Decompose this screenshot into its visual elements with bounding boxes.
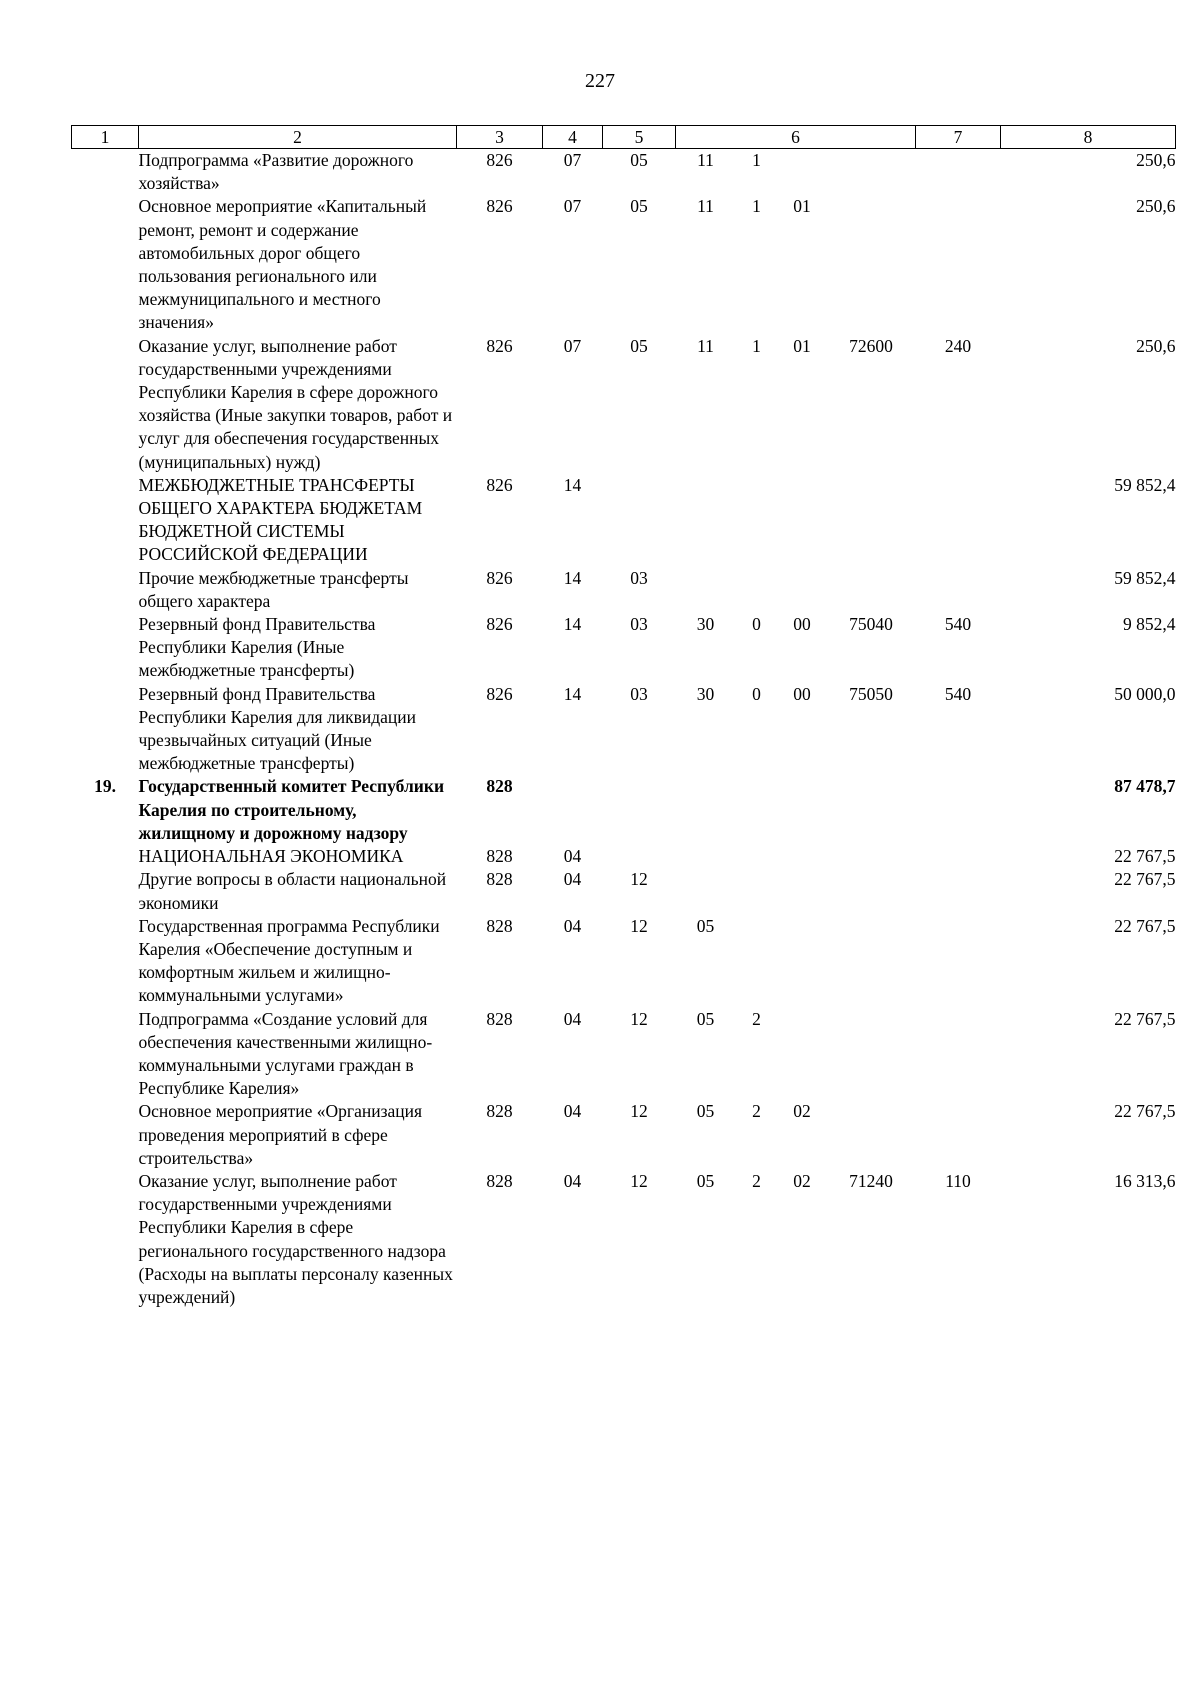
header-col-2: 2 xyxy=(139,126,457,149)
row-direction-code xyxy=(827,474,916,567)
row-number xyxy=(72,845,139,868)
row-expense-type xyxy=(916,567,1001,613)
row-number xyxy=(72,915,139,1008)
table-row xyxy=(72,683,1176,776)
row-number xyxy=(72,567,139,613)
row-program-code: 11 xyxy=(697,335,714,356)
row-expense-type xyxy=(916,1100,1001,1170)
row-amount: 59 852,4 xyxy=(1114,567,1176,588)
row-measure-code xyxy=(778,868,827,914)
row-direction-code xyxy=(827,915,916,1008)
row-section-code: 04 xyxy=(563,869,582,890)
row-subsection-code: 03 xyxy=(630,567,648,588)
row-amount: 87 478,7 xyxy=(1114,776,1176,797)
row-direction-code xyxy=(827,845,916,868)
row-ministry-code: 826 xyxy=(486,335,513,356)
table-row xyxy=(72,335,1176,474)
row-program-code: 11 xyxy=(697,196,714,217)
row-direction-code xyxy=(827,567,916,613)
row-subsection-code: 05 xyxy=(630,196,648,217)
row-name: Основное мероприятие «Капитальный ремонт, ремонт и содержание автомобильных дорог общего пользования регионального или межмуниципального и местного значения» xyxy=(138,196,427,333)
table-body xyxy=(72,149,1176,1310)
row-name: Подпрограмма «Развитие дорожного хозяйства» xyxy=(138,150,414,194)
row-amount: 22 767,5 xyxy=(1114,846,1176,867)
row-section-code: 04 xyxy=(563,846,582,867)
header-col-5: 5 xyxy=(603,126,676,149)
table-row xyxy=(72,775,1176,845)
row-measure-code: 01 xyxy=(793,335,811,356)
row-name: Резервный фонд Правительства Республики Карелия для ликвидации чрезвычайных ситуаций (Иные межбюджетные трансферты) xyxy=(138,683,416,774)
row-subprogram-code: 0 xyxy=(752,614,761,635)
row-subsection-code: 03 xyxy=(630,614,648,635)
row-section-code: 04 xyxy=(563,1008,582,1029)
row-measure-code: 02 xyxy=(793,1170,811,1191)
row-amount: 16 313,6 xyxy=(1114,1170,1176,1191)
row-measure-code: 02 xyxy=(793,1101,811,1122)
row-amount: 22 767,5 xyxy=(1114,1101,1176,1122)
row-measure-code xyxy=(778,775,827,845)
row-ministry-code: 828 xyxy=(486,1170,513,1191)
row-measure-code xyxy=(778,915,827,1008)
row-expense-type xyxy=(916,474,1001,567)
row-subprogram-code: 1 xyxy=(752,196,761,217)
row-direction-code xyxy=(827,1008,916,1101)
row-ministry-code: 826 xyxy=(486,474,513,495)
row-program-code: 05 xyxy=(696,1008,715,1029)
row-section-code: 04 xyxy=(563,1101,582,1122)
row-name: Прочие межбюджетные трансферты общего характера xyxy=(138,567,409,611)
row-program-code xyxy=(676,567,736,613)
row-direction-code xyxy=(827,1100,916,1170)
row-amount: 9 852,4 xyxy=(1123,614,1176,635)
row-subsection-code xyxy=(603,775,676,845)
row-subprogram-code: 1 xyxy=(752,335,761,356)
row-number xyxy=(72,474,139,567)
page-number: 227 xyxy=(585,70,615,92)
table-row xyxy=(72,868,1176,914)
row-program-code xyxy=(676,845,736,868)
row-direction-code xyxy=(827,195,916,334)
row-subsection-code: 12 xyxy=(630,1170,648,1191)
row-name: Другие вопросы в области национальной экономики xyxy=(138,869,447,913)
row-expense-type xyxy=(916,868,1001,914)
row-ministry-code: 826 xyxy=(486,614,513,635)
table-row xyxy=(72,474,1176,567)
row-program-code: 30 xyxy=(696,614,715,635)
row-ministry-code: 828 xyxy=(486,1008,513,1029)
row-measure-code xyxy=(778,845,827,868)
row-expense-type: 540 xyxy=(944,614,972,635)
row-expense-type xyxy=(916,775,1001,845)
row-name: Государственная программа Республики Карелия «Обеспечение доступным и комфортным жильем и жилищно-коммунальными услугами» xyxy=(138,915,440,1006)
row-expense-type xyxy=(916,915,1001,1008)
header-col-3: 3 xyxy=(457,126,543,149)
row-section-code: 04 xyxy=(563,915,582,936)
row-program-code: 30 xyxy=(696,683,715,704)
row-number xyxy=(72,683,139,776)
row-number xyxy=(72,868,139,914)
row-section-code: 07 xyxy=(563,335,582,356)
row-number xyxy=(72,149,139,196)
row-subprogram-code: 2 xyxy=(752,1170,761,1191)
row-direction-code xyxy=(827,149,916,196)
row-name: Оказание услуг, выполнение работ государственными учреждениями Республики Карелия в сфере регионального государственного надзора (Расходы на выплаты персоналу казенных учреждений) xyxy=(138,1170,453,1307)
row-ministry-code: 828 xyxy=(486,776,513,797)
table-row xyxy=(72,567,1176,613)
row-expense-type xyxy=(916,195,1001,334)
row-expense-type: 240 xyxy=(944,335,972,356)
row-subprogram-code: 1 xyxy=(752,150,761,170)
row-number xyxy=(72,1170,139,1309)
row-program-code xyxy=(676,868,736,914)
row-section-code: 14 xyxy=(563,474,582,495)
row-subprogram-code xyxy=(736,775,778,845)
row-subprogram-code: 2 xyxy=(752,1008,761,1029)
row-number xyxy=(72,335,139,474)
table-row xyxy=(72,195,1176,334)
row-section-code xyxy=(543,775,603,845)
row-ministry-code: 828 xyxy=(486,1101,513,1122)
row-amount: 22 767,5 xyxy=(1114,1008,1176,1029)
row-measure-code: 00 xyxy=(793,683,811,704)
header-row xyxy=(72,126,1176,149)
row-expense-type: 110 xyxy=(945,1170,971,1191)
row-number: 19. xyxy=(94,776,116,797)
row-measure-code: 01 xyxy=(793,196,811,217)
row-subprogram-code: 2 xyxy=(752,1101,761,1122)
row-ministry-code: 826 xyxy=(486,683,513,704)
row-section-code: 14 xyxy=(563,614,582,635)
row-direction-code xyxy=(827,775,916,845)
header-col-8: 8 xyxy=(1001,126,1176,149)
row-ministry-code: 826 xyxy=(486,150,513,170)
table-row xyxy=(72,613,1176,683)
row-section-code: 14 xyxy=(563,567,582,588)
row-subprogram-code xyxy=(736,868,778,914)
row-name: Государственный комитет Республики Карелия по строительному, жилищному и дорожному надзору xyxy=(138,776,445,843)
row-expense-type xyxy=(916,845,1001,868)
row-amount: 22 767,5 xyxy=(1114,869,1176,890)
row-section-code: 07 xyxy=(563,196,582,217)
table-row xyxy=(72,1100,1176,1170)
row-amount: 250,6 xyxy=(1136,335,1176,356)
row-direction-code: 72600 xyxy=(849,335,893,356)
row-measure-code xyxy=(778,474,827,567)
row-ministry-code: 826 xyxy=(486,196,513,217)
row-direction-code: 71240 xyxy=(849,1170,893,1191)
row-name: Подпрограмма «Создание условий для обеспечения качественными жилищно-коммунальными услугами граждан в Республике Карелия» xyxy=(138,1008,433,1099)
row-amount: 250,6 xyxy=(1136,150,1176,170)
row-subsection-code: 12 xyxy=(630,915,648,936)
row-number xyxy=(72,613,139,683)
row-expense-type: 540 xyxy=(944,683,972,704)
row-program-code xyxy=(676,474,736,567)
row-number xyxy=(72,1008,139,1101)
row-subprogram-code xyxy=(736,474,778,567)
row-subsection-code xyxy=(603,474,676,567)
row-subprogram-code: 0 xyxy=(752,683,761,704)
row-program-code: 05 xyxy=(696,915,715,936)
row-name: Оказание услуг, выполнение работ государственными учреждениями Республики Карелия в сфере дорожного хозяйства (Иные закупки товаров, работ и услуг для обеспечения государственных (муниципальных) нужд) xyxy=(138,335,453,472)
row-amount: 50 000,0 xyxy=(1114,683,1176,704)
row-direction-code: 75040 xyxy=(849,614,893,635)
row-measure-code xyxy=(778,149,827,196)
row-program-code: 05 xyxy=(696,1170,715,1191)
row-direction-code: 75050 xyxy=(849,683,893,704)
row-ministry-code: 826 xyxy=(486,567,513,588)
table-row xyxy=(72,149,1176,196)
header-col-6: 6 xyxy=(676,126,916,149)
table-row xyxy=(72,915,1176,1008)
row-subsection-code: 05 xyxy=(630,335,648,356)
row-subprogram-code xyxy=(736,845,778,868)
row-subprogram-code xyxy=(736,567,778,613)
row-subsection-code: 12 xyxy=(630,1008,648,1029)
header-col-1: 1 xyxy=(72,126,139,149)
row-program-code: 11 xyxy=(697,150,714,170)
row-ministry-code: 828 xyxy=(486,869,513,890)
row-program-code xyxy=(676,775,736,845)
row-ministry-code: 828 xyxy=(486,915,513,936)
row-measure-code xyxy=(778,567,827,613)
row-direction-code xyxy=(827,868,916,914)
table-row xyxy=(72,1008,1176,1101)
row-section-code: 07 xyxy=(563,150,582,170)
row-subsection-code: 12 xyxy=(630,869,648,890)
row-subsection-code: 12 xyxy=(630,1101,648,1122)
row-program-code: 05 xyxy=(696,1101,715,1122)
row-subsection-code xyxy=(603,845,676,868)
row-name: НАЦИОНАЛЬНАЯ ЭКОНОМИКА xyxy=(138,846,404,867)
row-ministry-code: 828 xyxy=(486,846,513,867)
header-col-4: 4 xyxy=(543,126,603,149)
table-row xyxy=(72,1170,1176,1309)
row-subprogram-code xyxy=(736,915,778,1008)
table-row xyxy=(72,845,1176,868)
row-subsection-code: 05 xyxy=(630,150,648,170)
row-name: Резервный фонд Правительства Республики Карелия (Иные межбюджетные трансферты) xyxy=(138,614,376,681)
row-number xyxy=(72,195,139,334)
row-amount: 59 852,4 xyxy=(1114,474,1176,495)
row-amount: 22 767,5 xyxy=(1114,915,1176,936)
row-subsection-code: 03 xyxy=(630,683,648,704)
row-expense-type xyxy=(916,149,1001,196)
row-number xyxy=(72,1100,139,1170)
row-name: МЕЖБЮДЖЕТНЫЕ ТРАНСФЕРТЫ ОБЩЕГО ХАРАКТЕРА БЮДЖЕТАМ БЮДЖЕТНОЙ СИСТЕМЫ РОССИЙСКОЙ ФЕДЕРАЦИИ xyxy=(138,474,423,565)
row-amount: 250,6 xyxy=(1136,196,1176,217)
header-col-7: 7 xyxy=(916,126,1001,149)
row-section-code: 04 xyxy=(563,1170,582,1191)
row-section-code: 14 xyxy=(563,683,582,704)
row-expense-type xyxy=(916,1008,1001,1101)
budget-table xyxy=(71,125,1176,1309)
row-measure-code: 00 xyxy=(793,614,811,635)
row-name: Основное мероприятие «Организация проведения мероприятий в сфере строительства» xyxy=(138,1101,423,1168)
row-measure-code xyxy=(778,1008,827,1101)
